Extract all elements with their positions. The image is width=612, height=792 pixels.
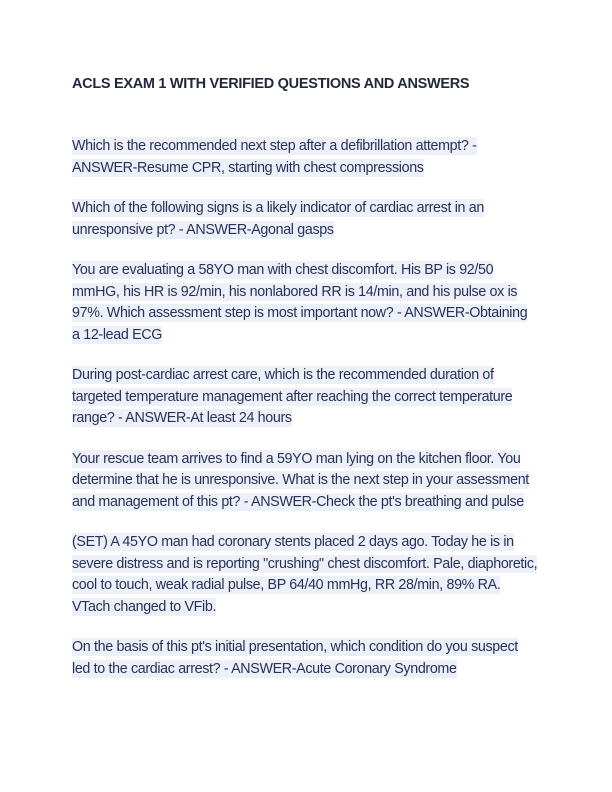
qa-text: On the basis of this pt's initial presentation, which condition do you suspect led to the cardiac arrest? - ANSWER-Acute Coronary Syndrome [72, 639, 518, 677]
qa-item [72, 136, 538, 179]
qa-text: (SET) A 45YO man had coronary stents placed 2 days ago. Today he is in severe distress and is reporting "crushing" chest discomfort. Pale, diaphoretic, cool to touch, weak radial pulse, BP 64/40 mmHg, RR 28/min, 89% RA. VTach changed to VFib. [72, 534, 538, 615]
qa-list [72, 136, 538, 699]
qa-item [72, 637, 538, 680]
qa-text: You are evaluating a 58YO man with chest discomfort. His BP is 92/50 mmHG, his HR is 92/min, his nonlabored RR is 14/min, and his pulse ox is 97%. Which assessment step is most important now? - ANSWER-Obtaining a 12-lead ECG [72, 262, 528, 343]
qa-item [72, 449, 538, 514]
qa-item [72, 260, 538, 346]
qa-item [72, 198, 538, 241]
qa-item [72, 532, 538, 618]
qa-text: Your rescue team arrives to find a 59YO man lying on the kitchen floor. You determine that he is unresponsive. What is the next step in your assessment and management of this pt? - ANSWER-Check the pt's breathing and pulse [72, 450, 529, 510]
qa-text: Which is the recommended next step after a defibrillation attempt? - ANSWER-Resume CPR, starting with chest compressions [72, 138, 477, 176]
qa-text: During post-cardiac arrest care, which is the recommended duration of targeted temperature management after reaching the correct temperature range? - ANSWER-At least 24 hours [72, 367, 513, 426]
qa-text: Which of the following signs is a likely indicator of cardiac arrest in an unresponsive pt? - ANSWER-Agonal gasps [72, 200, 484, 238]
document-title: ACLS EXAM 1 WITH VERIFIED QUESTIONS AND ANSWERS [72, 76, 470, 92]
qa-item [72, 365, 538, 430]
